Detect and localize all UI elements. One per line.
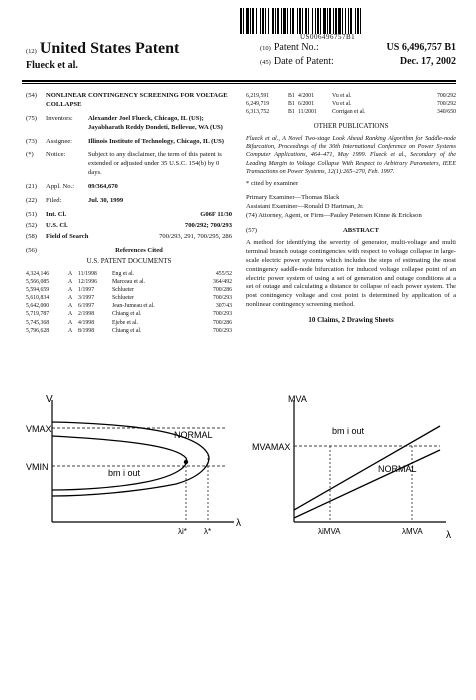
reference-cell: Vu et al. bbox=[332, 101, 352, 108]
reference-cell: 5,719,787 bbox=[26, 311, 50, 318]
vmax-label: VMAX bbox=[26, 424, 52, 434]
reference-cell: 5,610,834 bbox=[26, 295, 50, 302]
reference-cell: 12/1996 bbox=[78, 279, 98, 286]
intcl-label: Int. Cl. bbox=[46, 210, 66, 218]
attorney: (74) Attorney, Agent, or Firm—Pauley Petersen Kinne & Erickson bbox=[246, 212, 422, 220]
barcode-bar bbox=[361, 8, 363, 34]
appl-field bbox=[26, 183, 232, 192]
refs-subheading: U.S. PATENT DOCUMENTS bbox=[86, 257, 172, 266]
reference-cell: 2/1998 bbox=[78, 311, 95, 318]
reference-row bbox=[26, 270, 232, 278]
primary-examiner: Primary Examiner—Thomas Black bbox=[246, 194, 340, 202]
right-column bbox=[246, 92, 456, 326]
vmin-label: VMIN bbox=[26, 462, 49, 472]
inventor-short: Flueck et al. bbox=[26, 60, 78, 71]
normal-label: NORMAL bbox=[174, 430, 213, 440]
reference-cell: A bbox=[68, 279, 73, 286]
reference-row bbox=[26, 294, 232, 302]
reference-cell: Chiang et al. bbox=[112, 311, 142, 318]
reference-cell: A bbox=[68, 319, 73, 326]
reference-row bbox=[26, 278, 232, 286]
inventors-value: Alexander Joel Flueck, Chicago, IL (US); Jayabharath Reddy Dondeti, Bellevue, WA (US) bbox=[88, 114, 223, 131]
inid-code: (73) bbox=[26, 137, 37, 145]
refs-heading-field bbox=[26, 247, 232, 256]
reference-cell: A bbox=[68, 295, 73, 302]
outage-label-right: bm i out bbox=[332, 426, 365, 436]
inid-code: (75) bbox=[26, 114, 37, 122]
reference-cell: 700/293 bbox=[212, 295, 232, 302]
patent-header-right bbox=[260, 42, 456, 70]
abstract-text: A method for identifying the severity of generator, multi-voltage and multi terminal branch outage contingencies with respect to voltage collapse in large-scale electric power systems which includes the steps of estimating the most contingency saddle-node bifurcation for induced voltage collapse point of an electric power system of using a set of generation and outage conditions at a set of outage and calculating a distance to collapse of each power system. The post contingency voltage and cost point is determined by application of a nonlinear contingency screening method. bbox=[246, 239, 456, 309]
reference-row bbox=[26, 327, 232, 335]
reference-cell: 5,566,085 bbox=[26, 279, 50, 286]
outage-curve bbox=[52, 436, 187, 490]
outage-label: bm i out bbox=[108, 468, 141, 478]
document-type: United States Patent bbox=[39, 40, 180, 57]
reference-cell: 700/292 bbox=[436, 101, 456, 108]
assignee-field bbox=[26, 138, 232, 147]
reference-cell: B1 bbox=[288, 101, 295, 108]
reference-row bbox=[246, 100, 456, 108]
reference-cell: Ejebe et al. bbox=[112, 319, 138, 326]
reference-cell: A bbox=[68, 287, 73, 294]
normal-line bbox=[294, 450, 440, 518]
reference-cell: 455/52 bbox=[215, 270, 232, 277]
reference-cell: 6/1997 bbox=[78, 303, 95, 310]
reference-cell: 5,642,000 bbox=[26, 303, 50, 310]
inventors-field bbox=[26, 115, 232, 133]
reference-cell: 11/1998 bbox=[78, 270, 97, 277]
reference-row bbox=[26, 286, 232, 294]
inid-code: (56) bbox=[26, 246, 37, 254]
reference-list-continued bbox=[246, 92, 456, 116]
reference-cell: 4/1998 bbox=[78, 319, 95, 326]
uscl-label: U.S. Cl. bbox=[46, 221, 68, 229]
reference-cell: 700/293 bbox=[212, 311, 232, 318]
other-publications-heading: OTHER PUBLICATIONS bbox=[313, 122, 389, 131]
reference-cell: Jean-Jumeau et al. bbox=[112, 303, 155, 310]
reference-cell: 8/1998 bbox=[78, 327, 95, 334]
reference-row bbox=[26, 310, 232, 318]
cited-note: * cited by examiner bbox=[246, 179, 299, 187]
intcl-value: G06F 11/30 bbox=[200, 210, 232, 218]
patent-date-label: Date of Patent: bbox=[273, 56, 334, 67]
reference-cell: 1/1997 bbox=[78, 287, 95, 294]
reference-cell: Vu et al. bbox=[332, 93, 352, 99]
reference-cell: A bbox=[68, 311, 73, 318]
reference-cell: Corrigan et al. bbox=[332, 109, 366, 116]
reference-cell: Schlueter bbox=[112, 287, 134, 294]
reference-cell: B1 bbox=[288, 93, 295, 99]
filed-label: Filed: bbox=[46, 197, 62, 205]
barcode bbox=[240, 8, 454, 34]
inid-code: (51) bbox=[26, 210, 37, 218]
reference-cell: 700/286 bbox=[212, 319, 232, 326]
patent-date-row bbox=[260, 56, 456, 67]
normal-label-right: NORMAL bbox=[378, 464, 417, 474]
patent-header-left bbox=[26, 40, 179, 71]
reference-cell: 364/492 bbox=[212, 279, 232, 286]
reference-cell: A bbox=[68, 327, 73, 334]
filed-field bbox=[26, 197, 232, 206]
search-label: Field of Search bbox=[46, 232, 89, 240]
search-field bbox=[26, 233, 232, 242]
other-publications: Flueck et al., A Novel Two-stage Look Ahead Ranking Algorithm for Saddle-node Bifurcation, Proceedings of the 30th International Conference on Power Systems Computer Applications, 464–471, May 1999. Flueck et al., Secondary of the Leading Margin to Voltage Collapse With Respect to Arbitrary Parameters, IEEE Transactions on Power Systems, 12(1):265–270, Feb. 1997. bbox=[246, 134, 456, 176]
left-column bbox=[26, 92, 232, 335]
inid-code: (*) bbox=[26, 151, 34, 159]
reference-cell: 6,313,752 bbox=[246, 109, 270, 116]
v-label: V bbox=[46, 394, 53, 405]
patent-title-block bbox=[26, 40, 179, 58]
search-value: 700/293, 291, 700/295, 286 bbox=[159, 232, 232, 240]
inid-code: (54) bbox=[26, 92, 37, 99]
inid-code: (10) bbox=[260, 45, 271, 52]
abstract-heading-row bbox=[246, 227, 456, 236]
header-rule-thin bbox=[22, 83, 456, 84]
assignee-label: Assignee: bbox=[46, 137, 73, 145]
notice-field bbox=[26, 151, 232, 178]
lambda-mva-label: λMVA bbox=[402, 527, 423, 536]
reference-row bbox=[26, 319, 232, 327]
abstract-heading: ABSTRACT bbox=[343, 227, 379, 235]
notice-label: Notice: bbox=[46, 151, 66, 159]
reference-cell: A bbox=[68, 270, 73, 277]
reference-cell: 6,249,719 bbox=[246, 101, 270, 108]
reference-cell: 5,745,368 bbox=[26, 319, 50, 326]
reference-cell: 4/2001 bbox=[298, 93, 315, 99]
reference-row bbox=[246, 92, 456, 100]
reference-cell: 307/43 bbox=[215, 303, 232, 310]
mva-label: MVA bbox=[288, 394, 307, 404]
appl-label: Appl. No.: bbox=[46, 183, 75, 191]
inid-code: (57) bbox=[246, 227, 257, 235]
inid-code: (21) bbox=[26, 183, 37, 191]
reference-cell: 700/293 bbox=[212, 327, 232, 334]
lambda-mva-i-label: λiMVA bbox=[318, 527, 341, 536]
filed-value: Jul. 30, 1999 bbox=[88, 197, 124, 205]
assistant-examiner: Assistant Examiner—Ronald D Hartman, Jr. bbox=[246, 203, 364, 211]
inid-code: (45) bbox=[260, 59, 271, 66]
figure-mva-curve bbox=[252, 394, 451, 541]
invention-title: NONLINEAR CONTINGENCY SCREENING FOR VOLTAGE COLLAPSE bbox=[46, 92, 228, 108]
uscl-value: 700/292; 700/293 bbox=[184, 221, 232, 229]
assignee-value: Illinois Institute of Technology, Chicago, IL (US) bbox=[88, 137, 224, 145]
inid-code: (58) bbox=[26, 232, 37, 240]
reference-cell: 6/2001 bbox=[298, 101, 315, 108]
lambda-star-label: λ* bbox=[204, 527, 212, 536]
patent-date: Dec. 17, 2002 bbox=[399, 56, 456, 67]
drawing-figures bbox=[26, 392, 456, 552]
reference-row bbox=[26, 302, 232, 310]
mvamax-label: MVAMAX bbox=[252, 442, 291, 452]
reference-cell: 5,796,628 bbox=[26, 327, 50, 334]
reference-row bbox=[246, 108, 456, 116]
reference-cell: 11/2001 bbox=[298, 109, 317, 116]
reference-cell: 3/1997 bbox=[78, 295, 95, 302]
outage-line bbox=[294, 426, 440, 510]
reference-cell: Schlueter bbox=[112, 295, 134, 302]
uscl-field bbox=[26, 222, 232, 231]
reference-cell: 5,594,659 bbox=[26, 287, 50, 294]
reference-list bbox=[26, 270, 232, 335]
reference-cell: Eng et al. bbox=[112, 270, 135, 277]
patent-number-row bbox=[260, 42, 456, 53]
intcl-field bbox=[26, 211, 232, 220]
notice-value: Subject to any disclaimer, the term of this patent is extended or adjusted under 35 U.S.C. 154(b) by 0 days. bbox=[88, 151, 222, 177]
reference-cell: 6,219,591 bbox=[246, 93, 270, 99]
reference-cell: Chiang et al. bbox=[112, 327, 142, 334]
reference-cell: 700/292 bbox=[436, 93, 456, 99]
inid-code: (12) bbox=[26, 48, 37, 55]
patent-number: US 6,496,757 B1 bbox=[386, 42, 456, 53]
reference-cell: 4,324,146 bbox=[26, 270, 50, 277]
reference-cell: B1 bbox=[288, 109, 295, 116]
reference-cell: A bbox=[68, 303, 73, 310]
lambda-axis-label-right: λ bbox=[446, 530, 451, 541]
inid-code: (22) bbox=[26, 197, 37, 205]
lambda-axis-label: λ bbox=[236, 518, 241, 529]
reference-cell: 340/650 bbox=[436, 109, 456, 116]
claims-summary: 10 Claims, 2 Drawing Sheets bbox=[308, 316, 394, 325]
patent-number-label: Patent No.: bbox=[273, 42, 319, 53]
refs-heading: References Cited bbox=[115, 246, 163, 254]
appl-value: 09/364,670 bbox=[88, 183, 118, 191]
inventors-label: Inventors: bbox=[46, 114, 73, 122]
inid-code: (52) bbox=[26, 221, 37, 229]
barcode-number: US006496757B1 bbox=[300, 33, 356, 41]
figure-pv-curve bbox=[26, 394, 241, 536]
header-rule bbox=[22, 80, 456, 82]
reference-cell: 700/286 bbox=[212, 287, 232, 294]
title-field bbox=[26, 92, 232, 110]
reference-cell: Marceau et al. bbox=[112, 279, 145, 286]
lambda-i-label: λi* bbox=[178, 527, 187, 536]
